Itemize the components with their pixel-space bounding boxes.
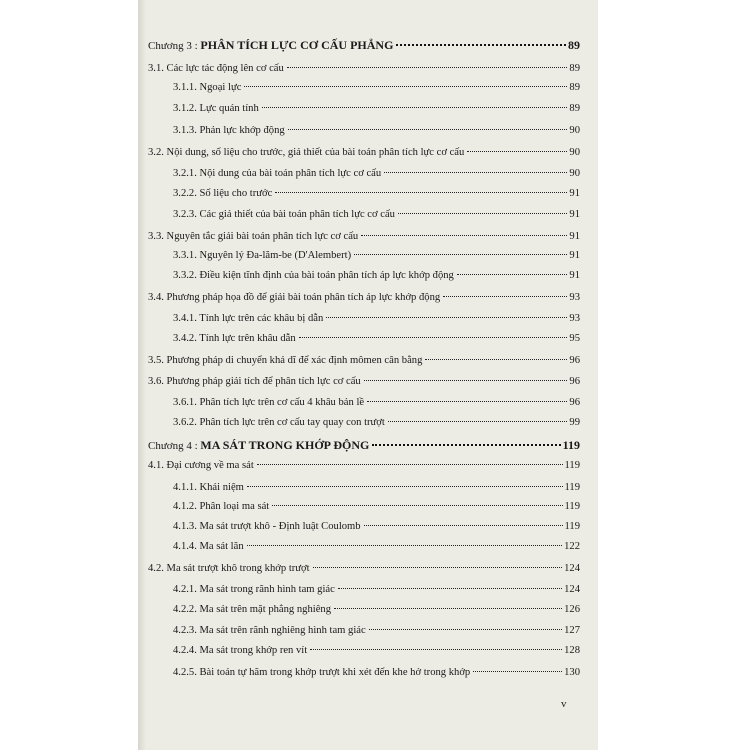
toc-subsection [173,645,580,656]
toc-subsection [173,625,580,636]
toc-entry-title: 3.1.2. Lực quán tính [173,103,259,114]
dot-leader [354,254,567,255]
dot-leader [299,337,568,338]
toc-entry-title [148,438,369,453]
scan-shadow [138,0,146,750]
toc-subsection [173,667,580,678]
dot-leader [310,649,562,650]
dot-leader [388,421,568,422]
toc-page-number: 90 [569,147,580,158]
dot-leader [443,296,567,297]
toc-page-number: 91 [569,250,580,261]
toc-subsection [173,125,580,136]
toc-subsection [173,250,580,261]
toc-entry-title: 3.6.1. Phân tích lực trên cơ cấu 4 khâu bản lề [173,397,365,408]
toc-page-number: 119 [564,460,580,471]
toc-page-number: 99 [569,417,580,428]
toc-subsection [173,482,580,493]
toc-section [148,460,580,471]
dot-leader [275,192,567,193]
toc-entry-title: 3.6.2. Phân tích lực trên cơ cấu tay quay con trượt [173,417,385,428]
toc-page-number: 124 [564,584,580,595]
toc-entry-title: 3.4.1. Tính lực trên các khâu bị dẫn [173,313,324,324]
chapter-title: MA SÁT TRONG KHỚP ĐỘNG [200,438,370,452]
toc-entry-title: 4.1.1. Khái niệm [173,482,244,493]
toc-entry-title: 3.3.1. Nguyên lý Đa-lăm-be (D'Alembert) [173,250,352,261]
dot-leader [313,567,563,568]
toc-page-number: 127 [564,625,580,636]
dot-leader [262,107,568,108]
toc-page-number: 126 [564,604,580,615]
toc-subsection [173,313,580,324]
dot-leader [369,629,562,630]
toc-subsection [173,82,580,93]
toc-subsection [173,521,580,532]
chapter-prefix: Chương 4 : [148,440,201,452]
toc-subsection [173,168,580,179]
toc-page-number: 89 [568,38,580,52]
toc-page-number: 93 [569,292,580,303]
toc-page-number: 96 [569,397,580,408]
toc-section [148,63,580,74]
dot-leader [361,235,567,236]
dot-leader [334,608,562,609]
toc-entry-title: 3.4. Phương pháp họa đồ để giải bài toán phân tích áp lực khớp động [148,292,441,303]
toc-page-number: 89 [569,82,580,93]
toc-subsection [173,103,580,114]
chapter-prefix: Chương 3 : [148,40,201,52]
toc-page-number: 90 [569,125,580,136]
toc-entry-title: 4.2.4. Ma sát trong khớp ren vít [173,645,308,656]
toc-subsection [173,270,580,281]
toc-page-number: 128 [564,645,580,656]
toc-page-number: 124 [564,563,580,574]
toc-entry-title: 4.2.2. Ma sát trên mặt phẳng nghiêng [173,604,331,615]
toc-chapter [148,38,580,53]
toc-page-number: 93 [569,313,580,324]
toc-page-number: 130 [564,667,580,678]
chapter-title: PHÂN TÍCH LỰC CƠ CẤU PHẲNG [200,38,394,52]
dot-leader [247,545,562,546]
dot-leader [326,317,567,318]
toc-page-number: 119 [564,501,580,512]
toc-subsection [173,397,580,408]
dot-leader [364,525,563,526]
toc-subsection [173,584,580,595]
toc-section [148,147,580,158]
toc-entry-title: 3.2.1. Nội dung của bài toán phân tích lực cơ cấu [173,168,382,179]
toc-page-number: 89 [569,63,580,74]
dot-leader [372,444,560,446]
dot-leader [338,588,562,589]
toc-section [148,231,580,242]
dot-leader [467,151,567,152]
toc-page-number: 96 [569,355,580,366]
toc-entry-title [148,38,393,53]
toc-entry-title: 3.3.2. Điều kiện tĩnh định của bài toán phân tích áp lực khớp động [173,270,454,281]
toc-section [148,355,580,366]
toc-entry-title: 4.2.5. Bài toán tự hãm trong khớp trượt khi xét đến khe hở trong khớp [173,667,471,678]
toc-entry-title: 3.1. Các lực tác động lên cơ cấu [148,63,284,74]
toc-page-number: 91 [569,209,580,220]
toc-page-number: 90 [569,168,580,179]
toc-page-number: 122 [564,541,580,552]
toc-entry-title: 3.1.1. Ngoại lực [173,82,242,93]
toc-page-number: 96 [569,376,580,387]
page-number: v [561,698,567,710]
toc-entry-title: 4.1. Đại cương về ma sát [148,460,254,471]
toc-subsection [173,209,580,220]
toc-subsection [173,333,580,344]
toc-page-number: 91 [569,231,580,242]
toc-entry-title: 3.5. Phương pháp di chuyển khả dĩ để xác định mômen cân bằng [148,355,423,366]
dot-leader [425,359,567,360]
toc-entry-title: 3.3. Nguyên tắc giải bài toán phân tích lực cơ cấu [148,231,359,242]
toc-page-number: 91 [569,188,580,199]
toc-page-number: 119 [564,482,580,493]
toc-page-number: 95 [569,333,580,344]
toc-entry-title: 3.6. Phương pháp giải tích để phân tích lực cơ cấu [148,376,361,387]
dot-leader [287,67,568,68]
dot-leader [257,464,563,465]
dot-leader [384,172,567,173]
toc-page-number: 119 [564,521,580,532]
toc-section [148,563,580,574]
dot-leader [457,274,568,275]
toc-subsection [173,501,580,512]
dot-leader [367,401,567,402]
dot-leader [272,505,562,506]
toc-entry-title: 3.2. Nội dung, số liệu cho trước, giả thiết của bài toán phân tích lực cơ cấu [148,147,465,158]
dot-leader [247,486,563,487]
toc-entry-title: 4.1.3. Ma sát trượt khô - Định luật Coulomb [173,521,361,532]
toc-entry-title: 4.2.1. Ma sát trong rãnh hình tam giác [173,584,335,595]
toc-entry-title: 4.2.3. Ma sát trên rãnh nghiêng hình tam giác [173,625,366,636]
dot-leader [288,129,568,130]
toc-chapter [148,438,580,453]
toc-entry-title: 3.1.3. Phản lực khớp động [173,125,285,136]
toc-section [148,376,580,387]
toc-page-number: 91 [569,270,580,281]
toc-subsection [173,604,580,615]
toc-subsection [173,188,580,199]
toc-page-number: 119 [562,438,580,452]
dot-leader [364,380,568,381]
toc-entry-title: 4.1.2. Phân loại ma sát [173,501,270,512]
dot-leader [398,213,567,214]
toc-section [148,292,580,303]
toc-subsection [173,417,580,428]
toc-entry-title: 4.1.4. Ma sát lăn [173,541,244,552]
toc-entry-title: 3.2.2. Số liệu cho trước [173,188,273,199]
dot-leader [473,671,562,672]
dot-leader [244,86,567,87]
toc-page-number: 89 [569,103,580,114]
toc-entry-title: 4.2. Ma sát trượt khô trong khớp trượt [148,563,310,574]
toc-entry-title: 3.4.2. Tính lực trên khâu dẫn [173,333,296,344]
dot-leader [396,44,566,46]
toc-subsection [173,541,580,552]
toc-entry-title: 3.2.3. Các giả thiết của bài toán phân tích lực cơ cấu [173,209,395,220]
